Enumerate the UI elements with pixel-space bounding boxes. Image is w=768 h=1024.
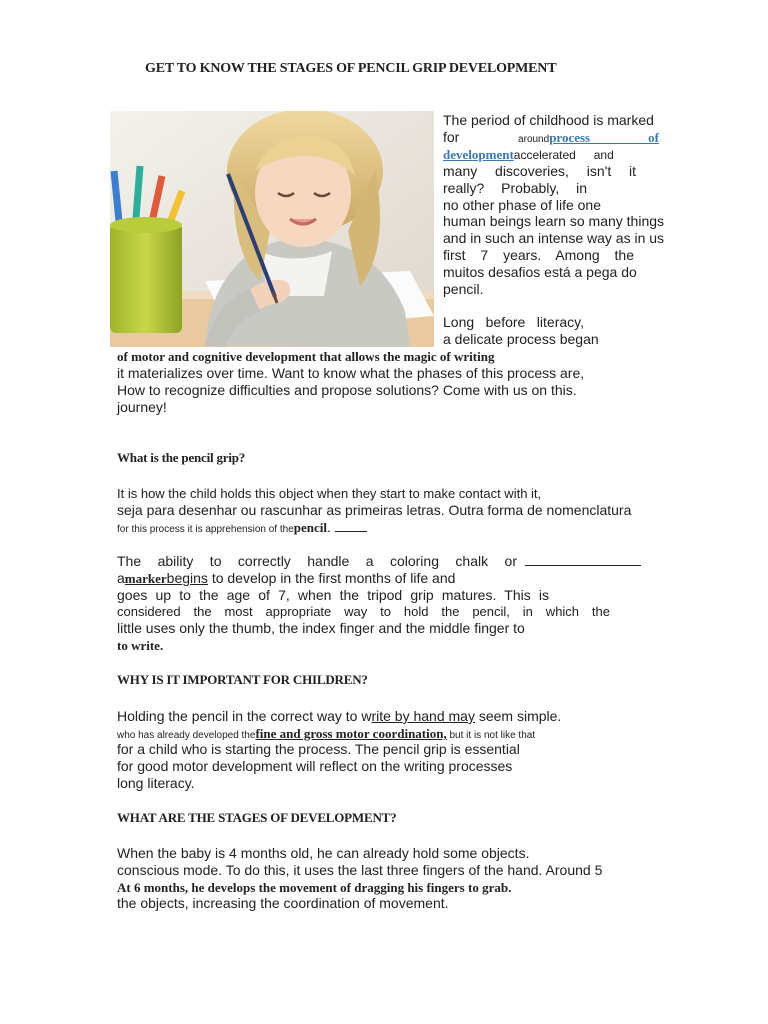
body-text: but it is not like that (446, 730, 536, 741)
intro-line: first 7 years. Among the (443, 247, 634, 263)
body-line: How to recognize difficulties and propose solutions? Come with us on this. (117, 382, 577, 398)
body-text: who has already developed the (117, 730, 256, 741)
section-heading: WHAT ARE THE STAGES OF DEVELOPMENT? (117, 810, 397, 825)
body-line: for good motor development will reflect on the writing processes (117, 758, 513, 774)
body-line: for a child who is starting the process. The pencil grip is essential (117, 741, 520, 757)
pencil-term: pencil (293, 520, 327, 535)
body-line: seja para desenhar ou rascunhar as primeiras letras. Outra forma de nomenclatura (117, 502, 632, 518)
intro-line: many discoveries, isn't it (443, 163, 636, 179)
body-text: The ability to correctly handle a coloring chalk or (117, 553, 517, 569)
body-line-bold: to write. (117, 638, 164, 653)
body-text: for this process it is apprehension of the (117, 524, 294, 535)
intro-text: accelerated (513, 148, 576, 162)
intro-line: pencil. (443, 281, 484, 297)
intro-text: for (443, 129, 460, 145)
body-text: begins (166, 570, 208, 586)
body-line-bold: of motor and cognitive development that allows the magic of writing (117, 349, 495, 364)
body-line: it materializes over time. Want to know what the phases of this process are, (117, 365, 585, 381)
blank-line (335, 531, 367, 532)
intro-text: and (593, 148, 614, 162)
body-line: It is how the child holds this object when they start to make contact with it, (117, 486, 542, 501)
process-of-development-link[interactable]: process of (549, 130, 659, 145)
process-of-development-link[interactable]: development (443, 147, 514, 162)
body-text: to develop in the first months of life and (211, 570, 456, 586)
body-line: When the baby is 4 months old, he can already hold some objects. (117, 845, 530, 861)
body-line: a delicate process began (443, 331, 599, 347)
page-title: GET TO KNOW THE STAGES OF PENCIL GRIP DEVELOPMENT (145, 61, 557, 76)
girl-writing-photo (110, 111, 434, 347)
body-text: a (117, 570, 125, 586)
body-text: . (327, 519, 331, 535)
section-heading: WHY IS IT IMPORTANT FOR CHILDREN? (117, 672, 368, 687)
body-text: rite by hand may (371, 708, 475, 724)
intro-line: muitos desafios está a pega do (443, 264, 637, 280)
marker-term: marker (124, 571, 167, 586)
body-line: the objects, increasing the coordination of movement. (117, 895, 449, 911)
body-text: Holding the pencil in the correct way to w (117, 708, 372, 724)
intro-line (443, 146, 614, 164)
body-line-bold: At 6 months, he develops the movement of dragging his fingers to grab. (117, 880, 512, 895)
body-text: seem simple. (474, 708, 562, 724)
body-line (117, 553, 641, 570)
intro-text: around (518, 134, 550, 145)
intro-line: really? Probably, in (443, 180, 587, 196)
body-line (117, 519, 367, 538)
body-line (117, 708, 561, 725)
intro-line: and in such an intense way as in us (443, 230, 665, 246)
body-line: Long before literacy, (443, 314, 584, 330)
girl-writing-illustration (110, 111, 434, 347)
coordination-term: fine and gross motor coordination, (255, 726, 447, 741)
body-line: conscious mode. To do this, it uses the last three fingers of the hand. Around 5 (117, 862, 603, 878)
intro-line: human beings learn so many things (443, 213, 665, 229)
intro-line: The period of childhood is marked (443, 112, 654, 128)
body-line: long literacy. (117, 775, 195, 791)
section-heading: What is the pencil grip? (117, 450, 246, 465)
body-line: little uses only the thumb, the index finger and the middle finger to (117, 620, 525, 636)
blank-line (525, 565, 641, 566)
body-line: considered the most appropriate way to hold the pencil, in which the (117, 604, 610, 619)
body-line: journey! (117, 399, 167, 415)
intro-line: no other phase of life one (443, 197, 602, 213)
body-line (117, 570, 455, 587)
body-line: goes up to the age of 7, when the tripod grip matures. This is (117, 587, 549, 603)
